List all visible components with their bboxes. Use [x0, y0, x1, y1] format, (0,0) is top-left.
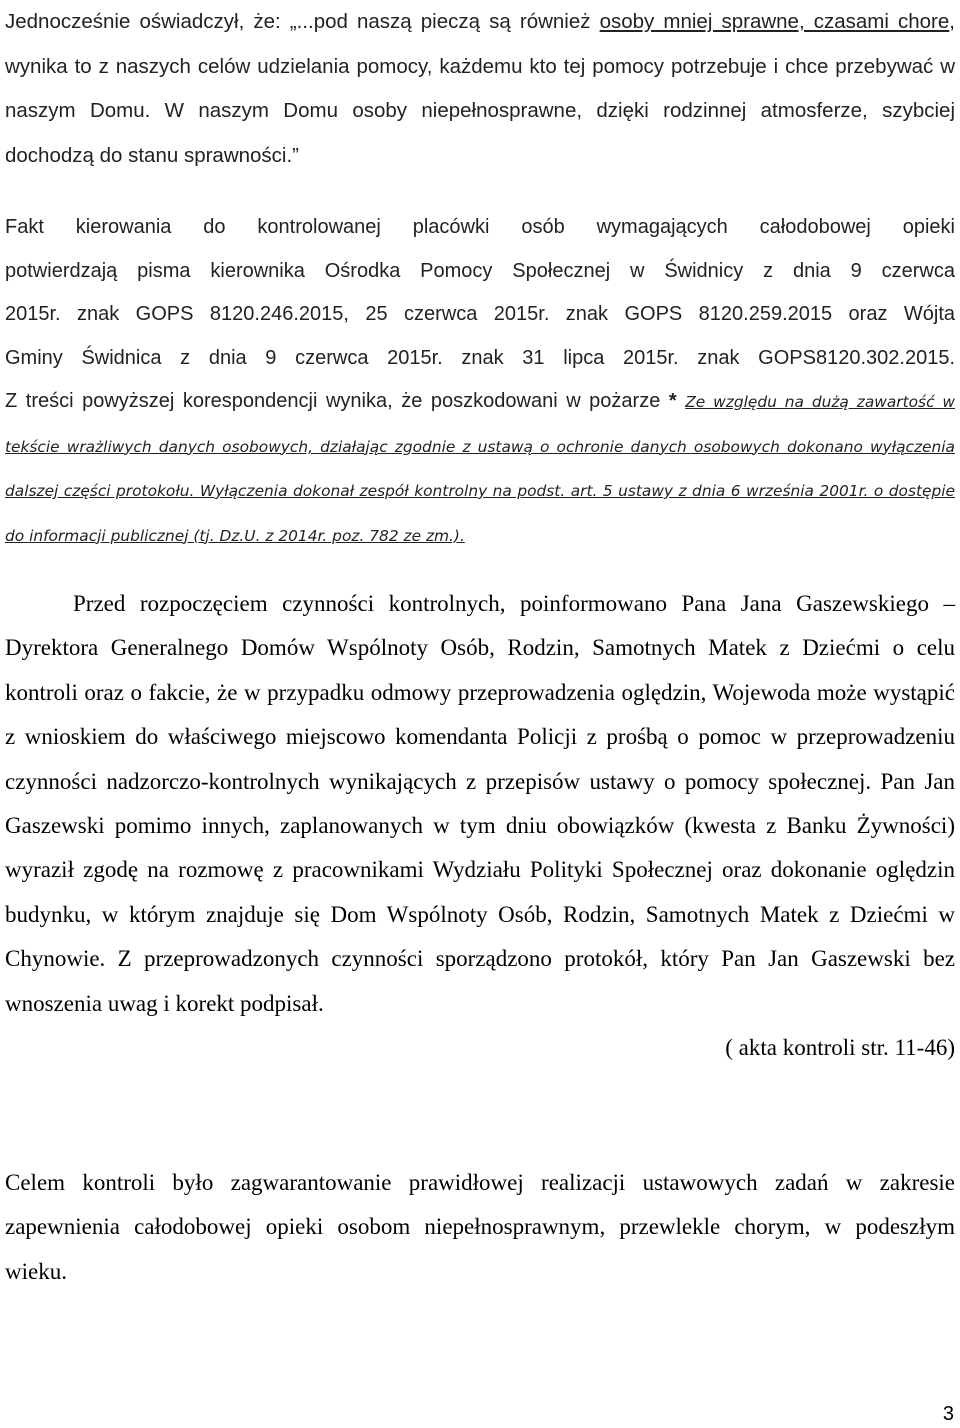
paragraph-control-goal: [5, 1161, 955, 1294]
referrals-line-2: potwierdzają pisma kierownika Ośrodka Pomocy Społecznej w Świdnicy z dnia 9 czerwca: [5, 259, 955, 282]
referrals-line-1: Fakt kierowania do kontrolowanej placówki osób wymagających całodobowej opieki: [5, 216, 955, 238]
control-goal-text: Celem kontroli było zagwarantowanie prawidłowej realizacji ustawowych zadań w zakresie zapewnienia całodobowej opieki osobom niepełnosprawnym, przewlekle chorym, w podeszłym wieku.: [5, 1170, 955, 1284]
referrals-line-3: 2015r. znak GOPS 8120.246.2015, 25 czerwca 2015r. znak GOPS 8120.259.2015 oraz Wójta: [5, 303, 955, 325]
page-number: 3: [942, 1403, 954, 1425]
statement-rest: , wynika to z naszych celów udzielania pomocy, każdemu kto tej pomocy potrzebuje i chce przebywać w naszym Domu. W naszym Domu osoby niepełnosprawne, dzięki rodzinnej atmosferze, szybciej dochodzą do stanu sprawności.”: [5, 10, 955, 167]
referrals-line-5: Z treści powyższej korespondencji wynika, że poszkodowani w pożarze: [5, 390, 661, 412]
referrals-line-4: Gminy Świdnica z dnia 9 czerwca 2015r. znak 31 lipca 2015r. znak GOPS8120.302.2015.: [5, 346, 955, 369]
paragraph-referrals: [5, 206, 955, 558]
statement-underlined: osoby mniej sprawne, czasami chore: [599, 10, 950, 33]
paragraph-statement: [5, 0, 955, 178]
redaction-asterisk: *: [668, 390, 677, 412]
redaction-note: Ze względu na dużą zawartość w tekście wrażliwych danych osobowych, działając zgodnie z ustawą o ochronie danych osobowych dokonano wyłączenia dalszej części protokołu. Wyłączenia dokonał zespół kontrolny na podst. art. 5 ustawy z dnia 6 września 2001r. o dostępie do informacji publicznej (tj. Dz.U. z 2014r. poz. 782 ze zm.).: [5, 393, 956, 545]
referrals-block: [5, 380, 955, 558]
paragraph-control-intro: [5, 582, 955, 1070]
control-intro-text: Przed rozpoczęciem czynności kontrolnych, poinformowano Pana Jana Gaszewskiego – Dyrektora Generalnego Domów Wspólnoty Osób, Rodzin, Samotnych Matek z Dziećmi o celu kontroli oraz o fakcie, że w przypadku odmowy przeprowadzenia oględzin, Wojewoda może wystąpić z wnioskiem do właściwego miejscowo komendanta Policji z prośbą o pomoc w przeprowadzeniu czynności nadzorczo-kontrolnych wynikających z przepisów ustawy o pomocy społecznej. Pan Jan Gaszewski pomimo innych, zaplanowanych w tym dniu obowiązków (kwesta z Banku Żywności) wyraził zgodę na rozmowę z pracownikami Wydziału Polityki Społecznej oraz dokonanie oględzin budynku, w którym znajduje się Dom Wspólnoty Osób, Rodzin, Samotnych Matek z Dziećmi w Chynowie. Z przeprowadzonych czynności sporządzono protokół, który Pan Jan Gaszewski bez wnoszenia uwag i korekt podpisał.: [5, 591, 955, 1016]
statement-intro: Jednocześnie oświadczył, że: „...pod naszą pieczą są również: [5, 10, 600, 33]
control-citation: ( akta kontroli str. 11-46): [725, 1035, 955, 1061]
